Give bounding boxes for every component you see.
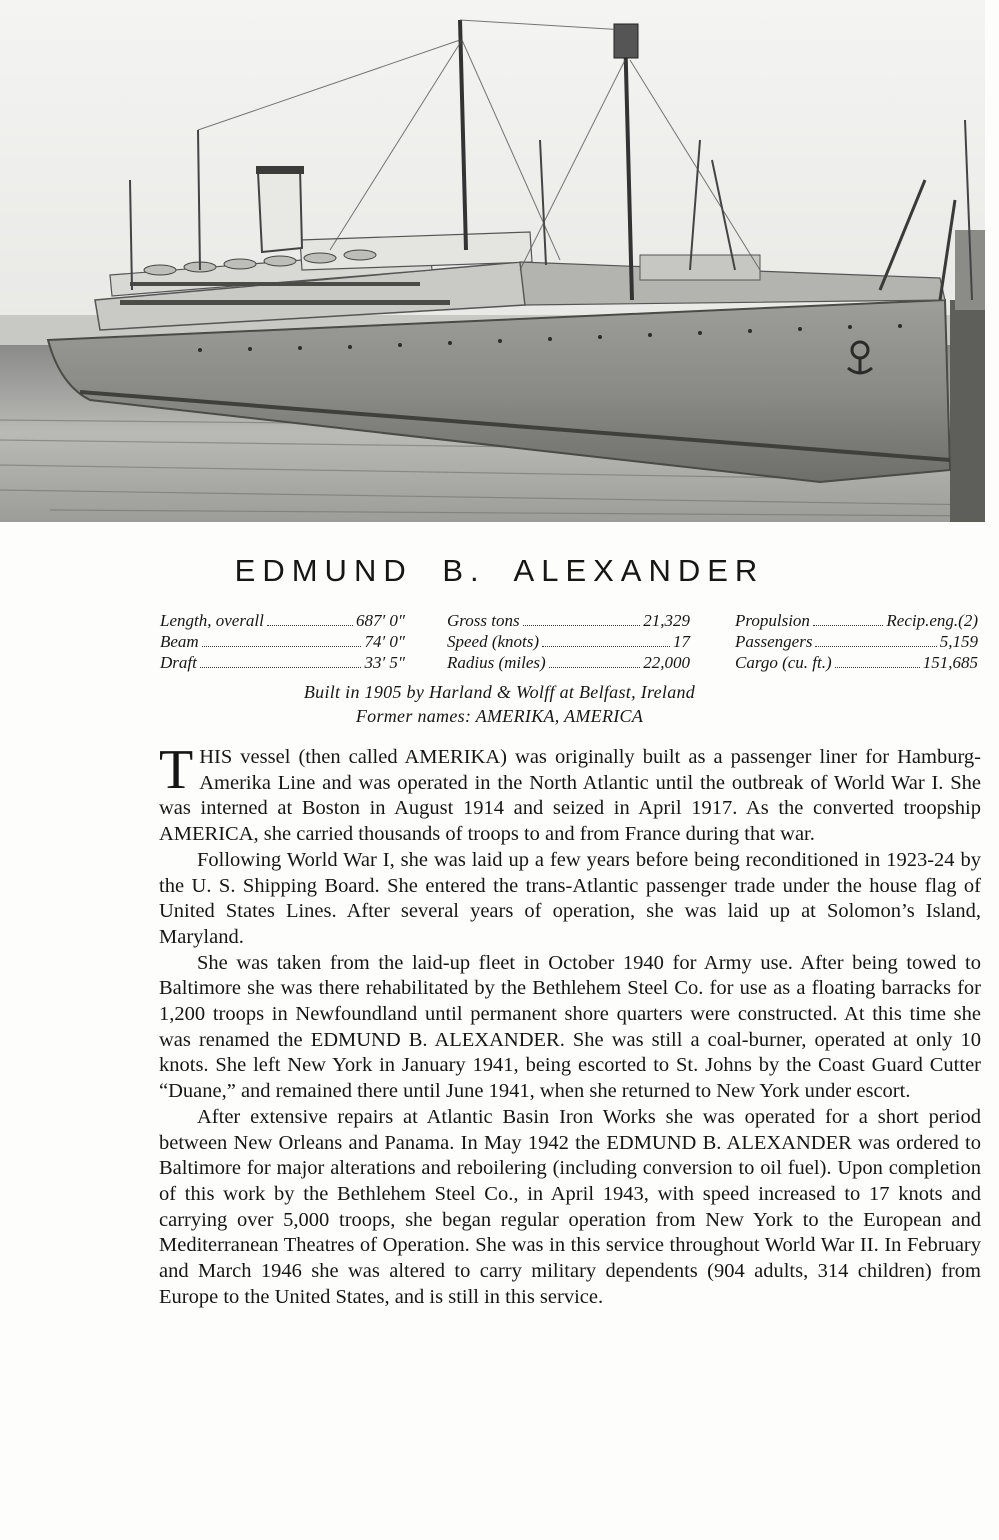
spec-passengers-label: Passengers <box>735 632 813 651</box>
spec-length <box>160 610 405 632</box>
paragraph-4: After extensive repairs at Atlantic Basin Iron Works she was operated for a short period between New Orleans and Panama. In May 1942 the EDMUND B. ALEXANDER was ordered to Baltimore for major alterations and reboilering (including conversion to oil fuel). Upon completion of this work by the Bethlehem Steel Co., in April 1943, with speed increased to 17 knots and carrying over 5,000 troops, she began regular operation from New York to the European and Mediterranean Theatres of Operation. She was in this service throughout World War II. In February and March 1946 she was altered to carry military dependents (904 adults, 314 children) from Europe to the United States, and is still in this service. <box>159 1105 981 1308</box>
spec-speed-label: Speed (knots) <box>447 632 540 651</box>
drop-cap: T <box>159 739 194 801</box>
spec-gross-value: 21,329 <box>643 611 690 630</box>
spec-radius <box>447 652 690 674</box>
spec-gross-tons <box>447 610 690 632</box>
spec-beam-value: 74′ 0″ <box>364 632 405 651</box>
spec-draft-label: Draft <box>160 653 197 672</box>
ship-photo <box>0 0 985 522</box>
spec-propulsion <box>735 610 978 632</box>
spec-speed <box>447 631 690 653</box>
paragraph-3: She was taken from the laid-up fleet in October 1940 for Army use. After being towed to Baltimore she was there rehabilitated by the Bethlehem Steel Co. for use as a floating barracks for 1,200 troops in Newfoundland until permanent shore quarters were constructed. At this time she was renamed the EDMUND B. ALEXANDER. She was still a coal-burner, operated at only 10 knots. She left New York in January 1941, being escorted to St. Johns by the Coast Guard Cutter “Duane,” and remained there until June 1941, when she returned to New York under escort. <box>159 951 981 1103</box>
spec-cargo-label: Cargo (cu. ft.) <box>735 653 832 672</box>
paragraph-1 <box>159 739 981 848</box>
spec-propulsion-label: Propulsion <box>735 611 810 630</box>
former-names-line: Former names: AMERIKA, AMERICA <box>355 706 644 726</box>
paragraph-2: Following World War I, she was laid up a few years before being reconditioned in 1923-24 by the U. S. Shipping Board. She entered the trans-Atlantic passenger trade under the house flag of United States Lines. After several years of operation, she was laid up at Solomon’s Island, Maryland. <box>159 848 981 948</box>
spec-gross-label: Gross tons <box>447 611 520 630</box>
spec-passengers <box>735 631 978 653</box>
spec-propulsion-value: Recip.eng.(2) <box>886 611 978 630</box>
spec-speed-value: 17 <box>673 632 690 651</box>
spec-length-value: 687′ 0″ <box>355 611 405 630</box>
spec-passengers-value: 5,159 <box>939 632 978 651</box>
spec-beam-label: Beam <box>160 632 199 651</box>
spec-beam <box>160 631 405 653</box>
article-body <box>159 739 981 1310</box>
built-line: Built in 1905 by Harland & Wolff at Belfast, Ireland <box>303 682 696 702</box>
ship-title: EDMUND B. ALEXANDER <box>234 553 765 588</box>
paragraph-1-text: HIS vessel (then called AMERIKA) was originally built as a passenger liner for Hamburg-Amerika Line and was operated in the North Atlantic until the outbreak of World War I. She was interned at Boston in August 1914 and seized in April 1917. As the converted troopship AMERICA, she carried thousands of troops to and from France during that war. <box>159 746 981 846</box>
spec-radius-value: 22,000 <box>643 653 690 672</box>
spec-radius-label: Radius (miles) <box>447 653 546 672</box>
spec-draft-value: 33′ 5″ <box>364 653 405 672</box>
spec-cargo <box>735 652 978 674</box>
spec-length-label: Length, overall <box>160 611 264 630</box>
spec-cargo-value: 151,685 <box>922 653 978 672</box>
spec-draft <box>160 652 405 674</box>
